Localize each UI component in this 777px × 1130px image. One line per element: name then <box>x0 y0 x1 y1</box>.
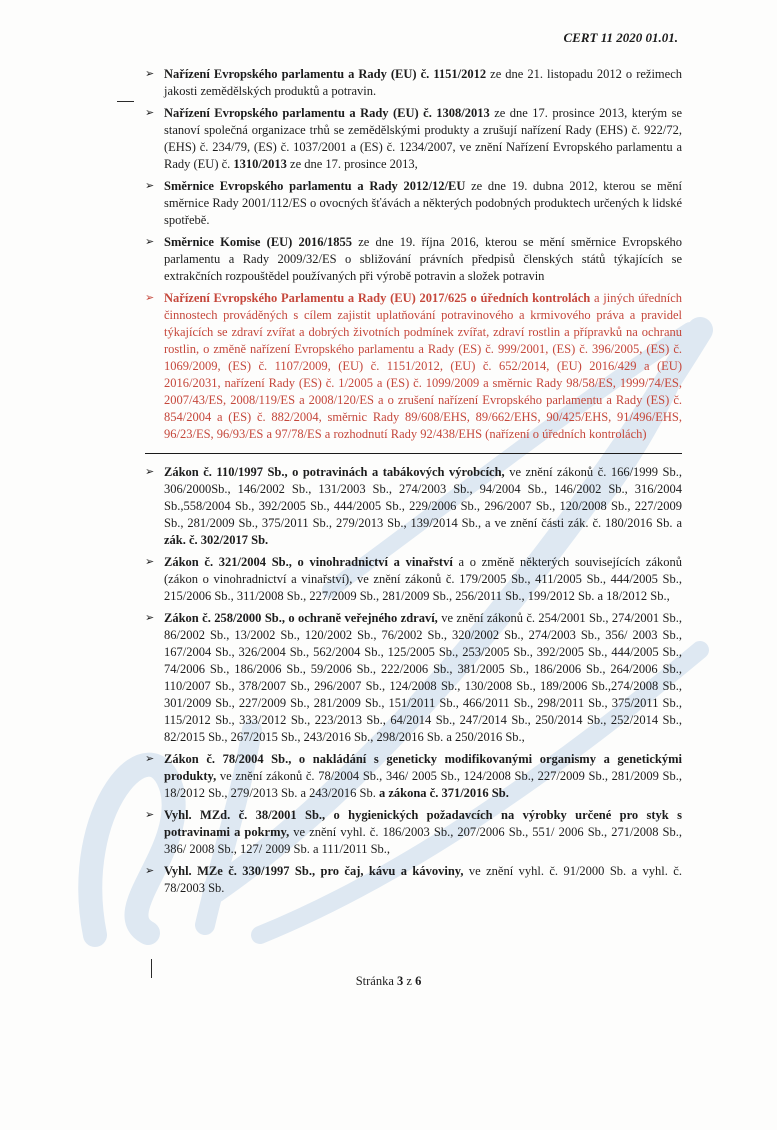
list-item <box>145 464 682 549</box>
text-run: Směrnice Evropského parlamentu a Rady 2012/12/EU <box>164 179 466 193</box>
arrow-bullet-icon: ➢ <box>145 865 155 877</box>
text-run: Nařízení Evropského parlamentu a Rady (EU) č. 1308/2013 <box>164 106 490 120</box>
text-run: zák. č. 302/2017 Sb. <box>164 533 269 547</box>
page-footer <box>0 974 777 989</box>
list-item-text <box>164 864 682 895</box>
text-run: ze dne 19. října 2016, kterou se mění směrnice Evropského parlamentu a Rady 2009/32/ES o sbližování právních předpisů členských států týkajících se extrakčních rozpouštědel používaných při výrobě potravin a složek potravin <box>164 235 683 283</box>
text-run: 1310/2013 <box>233 157 287 171</box>
document-body <box>145 66 682 897</box>
list-item <box>145 751 682 802</box>
text-run: Vyhl. MZe č. 330/1997 Sb., pro čaj, kávu a kávoviny, <box>164 864 464 878</box>
section-divider <box>145 453 682 454</box>
document-page <box>0 30 777 988</box>
national-laws-list <box>145 464 682 897</box>
arrow-bullet-icon: ➢ <box>145 107 155 119</box>
text-run: 6 <box>415 974 422 988</box>
text-run: Vyhl. MZd. č. 38/2001 Sb., o hygienických požadavcích na výrobky určené pro styk s potravinami a pokrmy, <box>164 808 682 839</box>
arrow-bullet-icon: ➢ <box>145 466 155 478</box>
text-run: Zákon č. 78/2004 Sb., o nakládání s geneticky modifikovanými organismy a genetickými produkty, <box>164 752 682 783</box>
list-item <box>145 807 682 858</box>
text-run: Zákon č. 110/1997 Sb., o potravinách a tabákových výrobcích, <box>164 465 505 479</box>
list-item-text <box>164 465 682 547</box>
arrow-bullet-icon: ➢ <box>145 292 155 304</box>
page-footer-text <box>356 974 422 988</box>
scan-artifact-line-top <box>117 101 134 102</box>
text-run: ze dne 19. dubna 2012, kterou se mění směrnice Rady 2001/112/ES o ovocných šťávách a některých podobných produktech určených k lidské spotřebě. <box>164 179 682 227</box>
list-item-text <box>164 67 682 98</box>
list-item-text <box>164 106 682 171</box>
text-run: Směrnice Komise (EU) 2016/1855 <box>164 235 353 249</box>
list-item <box>145 290 682 443</box>
list-item <box>145 554 682 605</box>
text-run: a o změně některých souvisejících zákonů (zákon o vinohradnictví a vinařství), ve znění zákonů č. 179/2005 Sb., 411/2005 Sb., 444/2005 Sb., 215/2006 Sb., 311/2008 Sb., 227/2009 Sb., 281/2009 Sb., 256/2011 Sb., 199/2012 Sb. a 18/2012 Sb., <box>164 555 682 603</box>
text-run: ve znění vyhl. č. 186/2003 Sb., 207/2006 Sb., 551/ 2006 Sb., 271/2008 Sb., 386/ 2008 Sb., 127/ 2009 Sb. a 111/2011 Sb., <box>164 825 682 856</box>
list-item <box>145 610 682 746</box>
list-item <box>145 863 682 897</box>
text-run: Nařízení Evropského parlamentu a Rady (EU) č. 1151/2012 <box>164 67 487 81</box>
arrow-bullet-icon: ➢ <box>145 68 155 80</box>
text-run: ve znění vyhl. č. 91/2000 Sb. a vyhl. č. 78/2003 Sb. <box>164 864 682 895</box>
list-item <box>145 234 682 285</box>
text-run: Stránka <box>355 974 397 988</box>
text-run: ve znění zákonů č. 78/2004 Sb., 346/ 2005 Sb., 124/2008 Sb., 227/2009 Sb., 281/2009 Sb., 18/2012 Sb., 279/2013 Sb. a 243/2016 Sb. <box>164 769 682 800</box>
list-item-text <box>164 235 682 283</box>
text-run: a zákona č. 371/2016 Sb. <box>378 786 509 800</box>
text-run: z <box>403 974 416 988</box>
text-run: ze dne 17. prosince 2013, kterým se stanoví společná organizace trhů se zemědělskými produkty a zrušují nařízení Rady (EHS) č. 922/72, (EHS) č. 234/79, (ES) č. 1037/2001 a (ES) č. 1234/2007, ve znění Nařízení Evropského parlamentu a Rady (EU) č. <box>164 106 682 171</box>
text-run: 3 <box>397 974 404 988</box>
document-code: CERT 11 2020 01.01. <box>563 30 678 45</box>
arrow-bullet-icon: ➢ <box>145 180 155 192</box>
list-item-text <box>164 752 682 800</box>
text-run: a jiných úředních činnostech prováděných s cílem zajistit uplatňování potravinového a krmivového práva a pravidel týkajících se zdraví zvířat a dobrých životních podmínek zvířat, zdraví rostlin a přípravků na ochranu rostlin, o změně nařízení Evropského parlamentu a Rady (ES) č. 999/2001, (ES) č. 396/2005, (ES) č. 1069/2009, (ES) č. 1107/2009, (EU) č. 1151/2012, (EU) č. 652/2014, (EU) 2016/429 a (EU) 2016/2031, nařízení Rady (ES) č. 1/2005 a (ES) č. 1099/2009 a směrnic Rady 98/58/ES, 1999/74/ES, 2007/43/ES, 2008/119/ES a 2008/120/ES a o zrušení nařízení Evropského parlamentu a Rady (ES) č. 854/2004 a (ES) č. 882/2004, směrnic Rady 89/608/EHS, 89/662/EHS, 90/425/EHS, 91/496/EHS, 96/23/ES, 96/93/ES a 97/78/ES a rozhodnutí Rady 92/438/EHS (nařízení o úředních kontrolách) <box>164 291 683 441</box>
list-item <box>145 66 682 100</box>
list-item <box>145 105 682 173</box>
arrow-bullet-icon: ➢ <box>145 612 155 624</box>
arrow-bullet-icon: ➢ <box>145 753 155 765</box>
text-run: Zákon č. 321/2004 Sb., o vinohradnictví a vinařství <box>164 555 453 569</box>
text-run: ve znění zákonů č. 166/1999 Sb., 306/2000Sb., 146/2002 Sb., 131/2003 Sb., 274/2003 Sb., 94/2004 Sb., 146/2002 Sb., 316/2004 Sb.,558/2004 Sb., 392/2005 Sb., 444/2005 Sb., 229/2006 Sb., 296/2007 Sb., 120/2008 Sb., 227/2009 Sb., 281/2009 Sb., 375/2011 Sb., 279/2013 Sb., 139/2014 Sb., a ve znění části zák. č. 180/2016 Sb. a <box>164 465 682 530</box>
arrow-bullet-icon: ➢ <box>145 809 155 821</box>
list-item-text <box>164 808 682 856</box>
list-item <box>145 178 682 229</box>
list-item-text <box>164 179 682 227</box>
list-item-text <box>164 555 682 603</box>
list-item-text <box>164 291 682 441</box>
arrow-bullet-icon: ➢ <box>145 556 155 568</box>
eu-regulations-list <box>145 66 682 443</box>
text-run: ze dne 17. prosince 2013, <box>286 157 418 171</box>
text-run: ve znění zákonů č. 254/2001 Sb., 274/2001 Sb., 86/2002 Sb., 13/2002 Sb., 120/2002 Sb., 76/2002 Sb., 320/2002 Sb., 274/2003 Sb., 356/ 2003 Sb., 167/2004 Sb., 326/2004 Sb., 562/2004 Sb., 125/2005 Sb., 253/2005 Sb., 392/2005 Sb., 444/2005 Sb., 74/2006 Sb., 186/2006 Sb., 59/2006 Sb., 222/2006 Sb., 381/2005 Sb., 186/2006 Sb., 264/2006 Sb., 110/2007 Sb., 378/2007 Sb., 296/2007 Sb., 124/2008 Sb., 130/2008 Sb., 189/2006 Sb.,274/2008 Sb., 301/2009 Sb., 227/2009 Sb., 281/2009 Sb., 151/2011 Sb., 466/2011 Sb., 298/2011 Sb., 375/2011 Sb., 115/2012 Sb., 333/2012 Sb., 223/2013 Sb., 64/2014 Sb., 247/2014 Sb., 250/2014 Sb., 252/2014 Sb., 82/2015 Sb., 267/2015 Sb., 243/2016 Sb., 298/2016 Sb. a 250/2016 Sb., <box>164 611 682 744</box>
text-run: ze dne 21. listopadu 2012 o režimech jakosti zemědělských produktů a potravin. <box>164 67 682 98</box>
text-run: Nařízení Evropského Parlamentu a Rady (EU) 2017/625 o úředních kontrolách <box>164 291 591 305</box>
text-run: Zákon č. 258/2000 Sb., o ochraně veřejného zdraví, <box>164 611 438 625</box>
arrow-bullet-icon: ➢ <box>145 236 155 248</box>
list-item-text <box>164 611 682 744</box>
